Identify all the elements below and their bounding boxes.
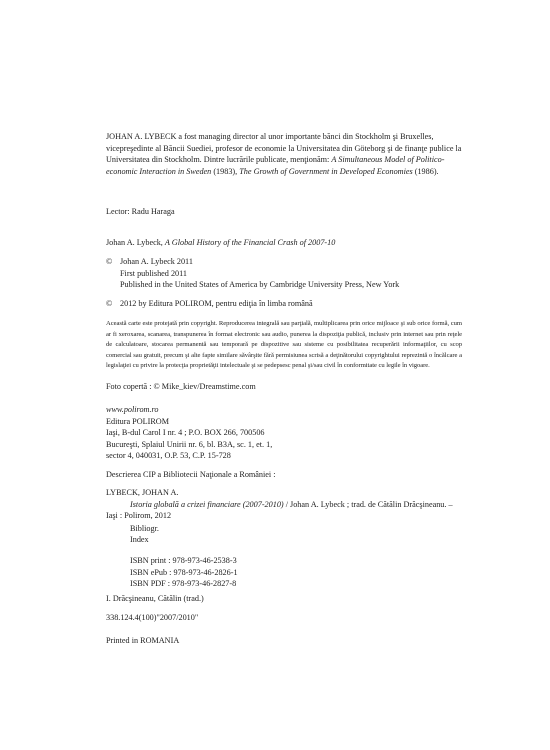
copyright-romanian-text: 2012 by Editura POLIROM, pentru ediţia în limba română — [120, 299, 313, 308]
cip-translator: I. Drăcşineanu, Cătălin (trad.) — [106, 594, 204, 603]
original-author: Johan A. Lybeck, — [106, 238, 163, 247]
copyright-original — [106, 256, 462, 291]
publisher-address-1: Iaşi, B-dul Carol I nr. 4 ; P.O. BOX 266, 700506 — [106, 428, 265, 438]
bio-year-2: (1986). — [414, 166, 439, 176]
publisher-url: www.polirom.ro — [106, 405, 159, 414]
lector-line: Lector: Radu Haraga — [106, 207, 175, 216]
copyright-symbol: © — [106, 257, 113, 266]
cip-author: LYBECK, JOHAN A. — [106, 488, 179, 497]
author-bio — [106, 131, 462, 177]
cip-record — [106, 487, 462, 590]
original-title: A Global History of the Financial Crash of 2007-10 — [164, 238, 336, 247]
publisher-address-3: sector 4, 040031, O.P. 53, C.P. 15-728 — [106, 451, 231, 461]
bio-book-title-1: A Simultaneous Model of Politico-economic Interaction in Sweden — [106, 155, 445, 176]
cover-photo-credit: Foto copertă : © Mike_kiev/Dreamstime.com — [106, 382, 256, 391]
bio-text: JOHAN A. LYBECK a fost managing director al unor importante bănci din Stockholm şi Bruxelles, vicepreşedinte al Băncii Suediei, profesor de economie la Universitatea din Göteborg şi de finanţe publice la Universitatea din Stockholm. Dintre lucrările publicate, menţionăm: — [106, 132, 462, 165]
cip-index: Index — [130, 535, 149, 545]
isbn-epub: ISBN ePub : 978-973-46-2826-1 — [130, 567, 238, 577]
publisher-address-2: Bucureşti, Splaiul Unirii nr. 6, bl. B3A, sc. 1, et. 1, — [106, 439, 273, 449]
cip-imprint: Iaşi : Polirom, 2012 — [106, 511, 172, 521]
published-in: Published in the United States of America by Cambridge University Press, New York — [120, 280, 400, 290]
cip-title: Istoria globală a crizei financiare (2007-2010) — [130, 499, 284, 509]
publisher-name: Editura POLIROM — [106, 416, 169, 426]
legal-notice: Această carte este protejată prin copyright. Reproducerea integrală sau parţială, multiplicarea prin orice mijloace şi sub orice formă, cum ar fi xeroxarea, scanarea, transpunerea în format electronic sau audio, punerea la dispoziţia publică, inclusiv prin internet sau prin reţele de calculatoare, stocarea permanentă sau temporară pe dispozitive sau sisteme cu posibilitatea recuperării informaţiilor, cu scop comercial sau gratuit, precum şi alte fapte similare săvârşite fără permisiunea scrisă a deţinătorului copyrightului reprezintă o încălcare a legislaţiei cu privire la protecţia proprietăţii intelectuale şi se pedepsesc penal şi/sau civil în conformitate cu legile în vigoare. — [106, 320, 462, 370]
printed-in: Printed in ROMANIA — [106, 636, 180, 645]
isbn-pdf: ISBN PDF : 978-973-46-2827-8 — [130, 579, 237, 589]
copyright-holder: Johan A. Lybeck 2011 — [120, 257, 193, 266]
cip-heading: Descrierea CIP a Bibliotecii Naţionale a României : — [106, 470, 276, 479]
isbn-print: ISBN print : 978-973-46-2538-3 — [130, 555, 237, 565]
bio-book-title-2: The Growth of Government in Developed Economies — [239, 166, 413, 176]
cip-responsibility: / Johan A. Lybeck ; trad. de Cătălin Drăcşineanu. – — [285, 499, 453, 509]
first-published: First published 2011 — [120, 268, 188, 278]
cip-bibliography: Bibliogr. — [130, 523, 159, 533]
original-title-line — [106, 237, 462, 249]
bio-year-1: (1983), — [213, 166, 238, 176]
copyright-romanian — [106, 298, 462, 310]
copyright-symbol: © — [106, 299, 113, 308]
cip-classification: 338.124.4(100)"2007/2010" — [106, 613, 199, 622]
publisher-info — [106, 404, 462, 462]
